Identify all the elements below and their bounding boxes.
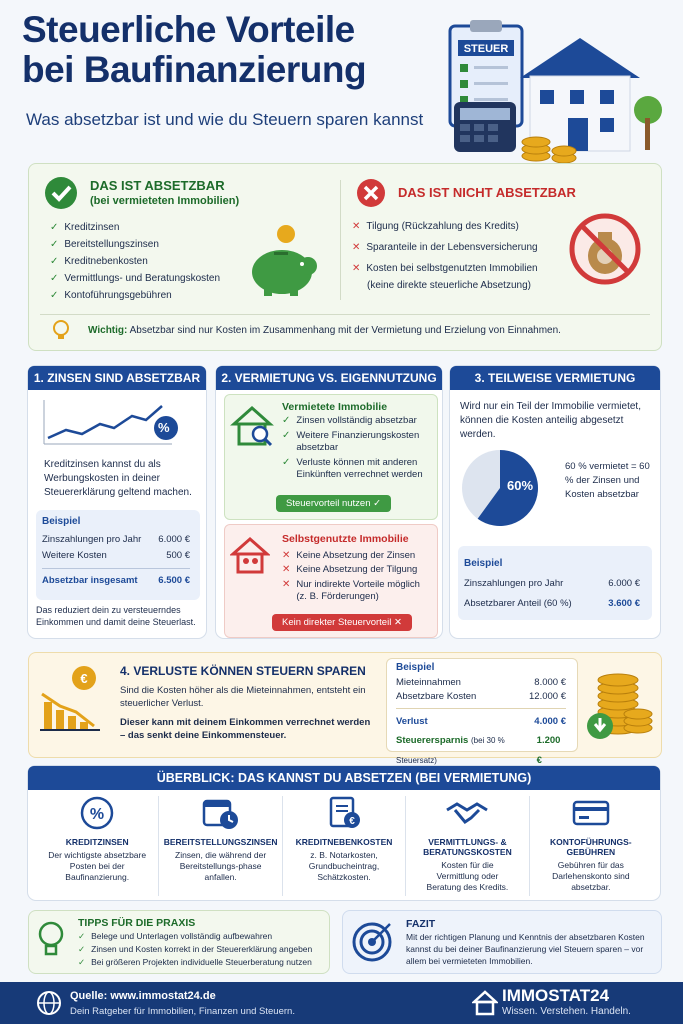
check-icon: ✓ [282,415,291,426]
list-item: ✓ Weitere Finanzierungskosten absetzbar [282,430,420,453]
list-item: (keine direkte steuerliche Absetzung) [367,280,531,291]
no-money-bag-icon [568,212,642,291]
check-icon: ✓ [282,430,291,441]
list-item: ✓ Vermittlungs- und Beratungskosten [50,273,221,284]
overview-item: KONTOFÜHRUNGS-GEBÜHREN Gebühren für das Darlehenskonto sind absetzbar. [530,796,652,896]
section-2-title: 2. VERMIETUNG VS. EIGENNUTZUNG [216,366,442,390]
example-row: Zinszahlungen pro Jahr 6.000 € [464,578,640,589]
overview-item: VERMITTLUNGS- & BERATUNGSKOSTEN Kosten für die Vermittlung oder Beratung des Kredits. [406,796,529,896]
owner-house-icon [230,536,270,581]
selbst-list [282,549,432,603]
divider [340,180,341,300]
section-4-title: 4. VERLUSTE KÖNNEN STEUERN SPAREN [120,664,366,678]
bank-card-icon [571,796,611,830]
piggy-bank-icon [244,220,324,305]
check-icon: ✓ [50,273,59,284]
list-item: ✕ Tilgung (Rückzahlung des Kredits) [352,221,519,232]
cross-icon: ✕ [352,221,361,232]
nicht-absetzbar-list [352,218,572,294]
cross-icon: ✕ [352,242,361,253]
list-item: ✕ Keine Absetzung der Tilgung [282,564,418,575]
check-circle-icon [44,176,78,215]
globe-icon [36,990,62,1021]
example-savings-row: Steuerersparnis (bei 30 % Steuersatz) 1.200 € [396,735,561,766]
list-item: ✓ Bereitstellungszinsen [50,239,159,250]
list-item: ✓ Zinsen vollständig absetzbar [282,415,417,426]
nicht-absetzbar-heading: DAS IST NICHT ABSETZBAR [398,185,576,200]
example-label: Beispiel [464,558,503,569]
list-item: ✕ Keine Absetzung der Zinsen [282,550,416,561]
check-icon: ✓ [50,290,59,301]
cross-icon: ✕ [282,564,291,575]
example-label: Beispiel [42,516,81,527]
check-icon: ✓ [282,457,291,468]
footer-source-link[interactable]: Quelle: www.immostat24.de [70,990,216,1002]
declining-chart-icon [38,664,104,739]
example-row: Absetzbare Kosten 12.000 € [396,691,566,702]
cross-icon: ✕ [282,579,291,590]
overview-item: % KREDITZINSEN Der wichtigste absetzbare Posten bei der Baufinanzierung. [36,796,159,896]
check-icon: ✓ [78,944,86,954]
section-1-example-rows [42,532,190,589]
lightbulb-icon [50,318,72,347]
section-4-example-rows [396,676,566,771]
overview-item: BEREITSTELLUNGSZINSEN Zinsen, die während der Bereitstellungs-phase anfallen. [159,796,282,896]
svg-text:€: € [349,816,355,827]
section-1-title: 1. ZINSEN SIND ABSETZBAR [28,366,206,390]
example-row: Weitere Kosten 500 € [42,550,190,561]
example-row: Zinszahlungen pro Jahr 6.000 € [42,534,190,545]
section-3-text: Wird nur ein Teil der Immobilie vermietet, können die Kosten anteilig abgesetzt werden. [460,401,641,440]
page-subtitle: Was absetzbar ist und wie du Steuern sparen kannst [26,110,424,129]
section-1-text: Kreditzinsen kannst du als Werbungskosten in deiner Steuererklärung geltend machen. [44,459,192,498]
check-icon: ✓ [78,931,86,941]
check-icon: ✓ [50,222,59,233]
section-4-text: Sind die Kosten höher als die Mieteinnahmen, entsteht ein steuerlicher Verlust. [120,685,366,709]
divider [42,568,190,569]
footer-tagline: Dein Ratgeber für Immobilien, Finanzen und Steuern. [70,1006,295,1017]
list-item: ✓ Kreditzinsen [50,222,120,233]
cross-icon: ✕ [352,263,361,274]
section-3-title: 3. TEILWEISE VERMIETUNG [450,366,660,390]
example-label: Beispiel [396,662,435,673]
overview-item: € KREDITNEBENKOSTEN z. B. Notarkosten, Grundbucheintrag, Schätzkosten. [283,796,406,896]
check-icon: ✓ [50,256,59,267]
clipboard-label: STEUER [463,43,509,55]
list-item: ✓ Bei größeren Projekten individuelle Steuerberatung nutzen [78,957,312,967]
vermietet-heading: Vermietete Immobilie [282,401,388,413]
list-item: ✓ Belege und Unterlagen vollständig aufbewahren [78,931,273,941]
check-icon: ✓ [50,239,59,250]
example-loss-row: Verlust 4.000 € [396,716,566,727]
page-title: Steuerliche Vorteile bei Baufinanzierung [22,9,367,90]
calendar-clock-icon [201,796,241,830]
house-tax-illustration [440,18,670,168]
tipps-title: TIPPS FÜR DIE PRAXIS [78,917,196,929]
hinweis-text: Wichtig: Absetzbar sind nur Kosten im Zusammenhang mit der Vermietung und Erzielung von Einnahmen. [88,325,561,336]
list-item: ✓ Zinsen und Kosten korrekt in der Steuererklärung angeben [78,944,313,954]
coins-savings-icon [586,668,656,749]
check-icon: ✓ [78,957,86,967]
fazit-text: Mit der richtigen Planung und Kenntnis der absetzbaren Kosten kannst du bei deiner Baufinanzierung viel Steuern sparen – vor allem bei vermieteten Immobilien. [406,932,645,966]
selbst-badge: Kein direkter Steuervorteil ✕ [272,614,412,631]
absetzbar-list [50,219,250,304]
lightbulb-icon [36,920,66,965]
divider [40,314,650,315]
cross-circle-icon [356,178,386,213]
section-4-bold-text: Dieser kann mit deinem Einkommen verrechnet werden – das senkt deine Einkommensteuer. [120,717,371,741]
pie-legend: 60 % vermietet = 60 % der Zinsen und Kosten absetzbar [565,461,650,500]
list-item: ✓ Kreditnebenkosten [50,256,148,267]
absetzbar-heading: DAS IST ABSETZBAR [90,178,225,193]
fazit-title: FAZIT [406,918,436,930]
example-row: Mieteinnahmen 8.000 € [396,677,566,688]
absetzbar-subheading: (bei vermieteten Immobilien) [90,195,240,207]
svg-text:€: € [80,671,88,686]
brand-house-icon [472,990,498,1021]
handshake-icon [445,796,489,830]
example-row: Absetzbarer Anteil (60 %) 3.600 € [464,598,640,609]
percent-icon [80,796,114,830]
list-item: ✕ Nur indirekte Vorteile möglich (z. B. Förderungen) [282,579,420,602]
document-euro-icon [326,796,362,830]
list-item: ✕ Kosten bei selbstgenutzten Immobilien [352,263,538,274]
pie-chart [460,448,540,533]
overview-items [36,796,652,896]
brand-name: IMMOSTAT24 [502,986,610,1005]
cross-icon: ✕ [282,550,291,561]
pie-label: 60% [506,478,534,493]
list-item: ✕ Sparanteile in der Lebensversicherung [352,242,538,253]
percent-badge: % [158,420,170,435]
selbst-heading: Selbstgenutzte Immobilie [282,533,409,545]
brand-tagline: Wissen. Verstehen. Handeln. [502,1006,631,1017]
tipps-list [78,930,328,969]
overview-title: ÜBERBLICK: DAS KANNST DU ABSETZEN (BEI VERMIETUNG) [28,766,660,790]
target-icon [350,918,396,969]
section-1-footer: Das reduziert dein zu versteuerndes Einkommen und damit deine Steuerlast. [36,605,196,627]
list-item: ✓ Kontoführungsgebühren [50,290,172,301]
vermietet-list [282,415,432,481]
svg-text:%: % [90,806,105,823]
rented-house-icon [230,404,274,453]
list-item: ✓ Verluste können mit anderen Einkünften verrechnet werden [282,457,423,480]
vermietet-badge: Steuervorteil nutzen ✓ [276,495,391,512]
header-illustration [440,18,670,168]
section-3-example-rows [464,574,640,614]
divider [396,708,566,709]
example-total-row: Absetzbar insgesamt 6.500 € [42,575,190,586]
